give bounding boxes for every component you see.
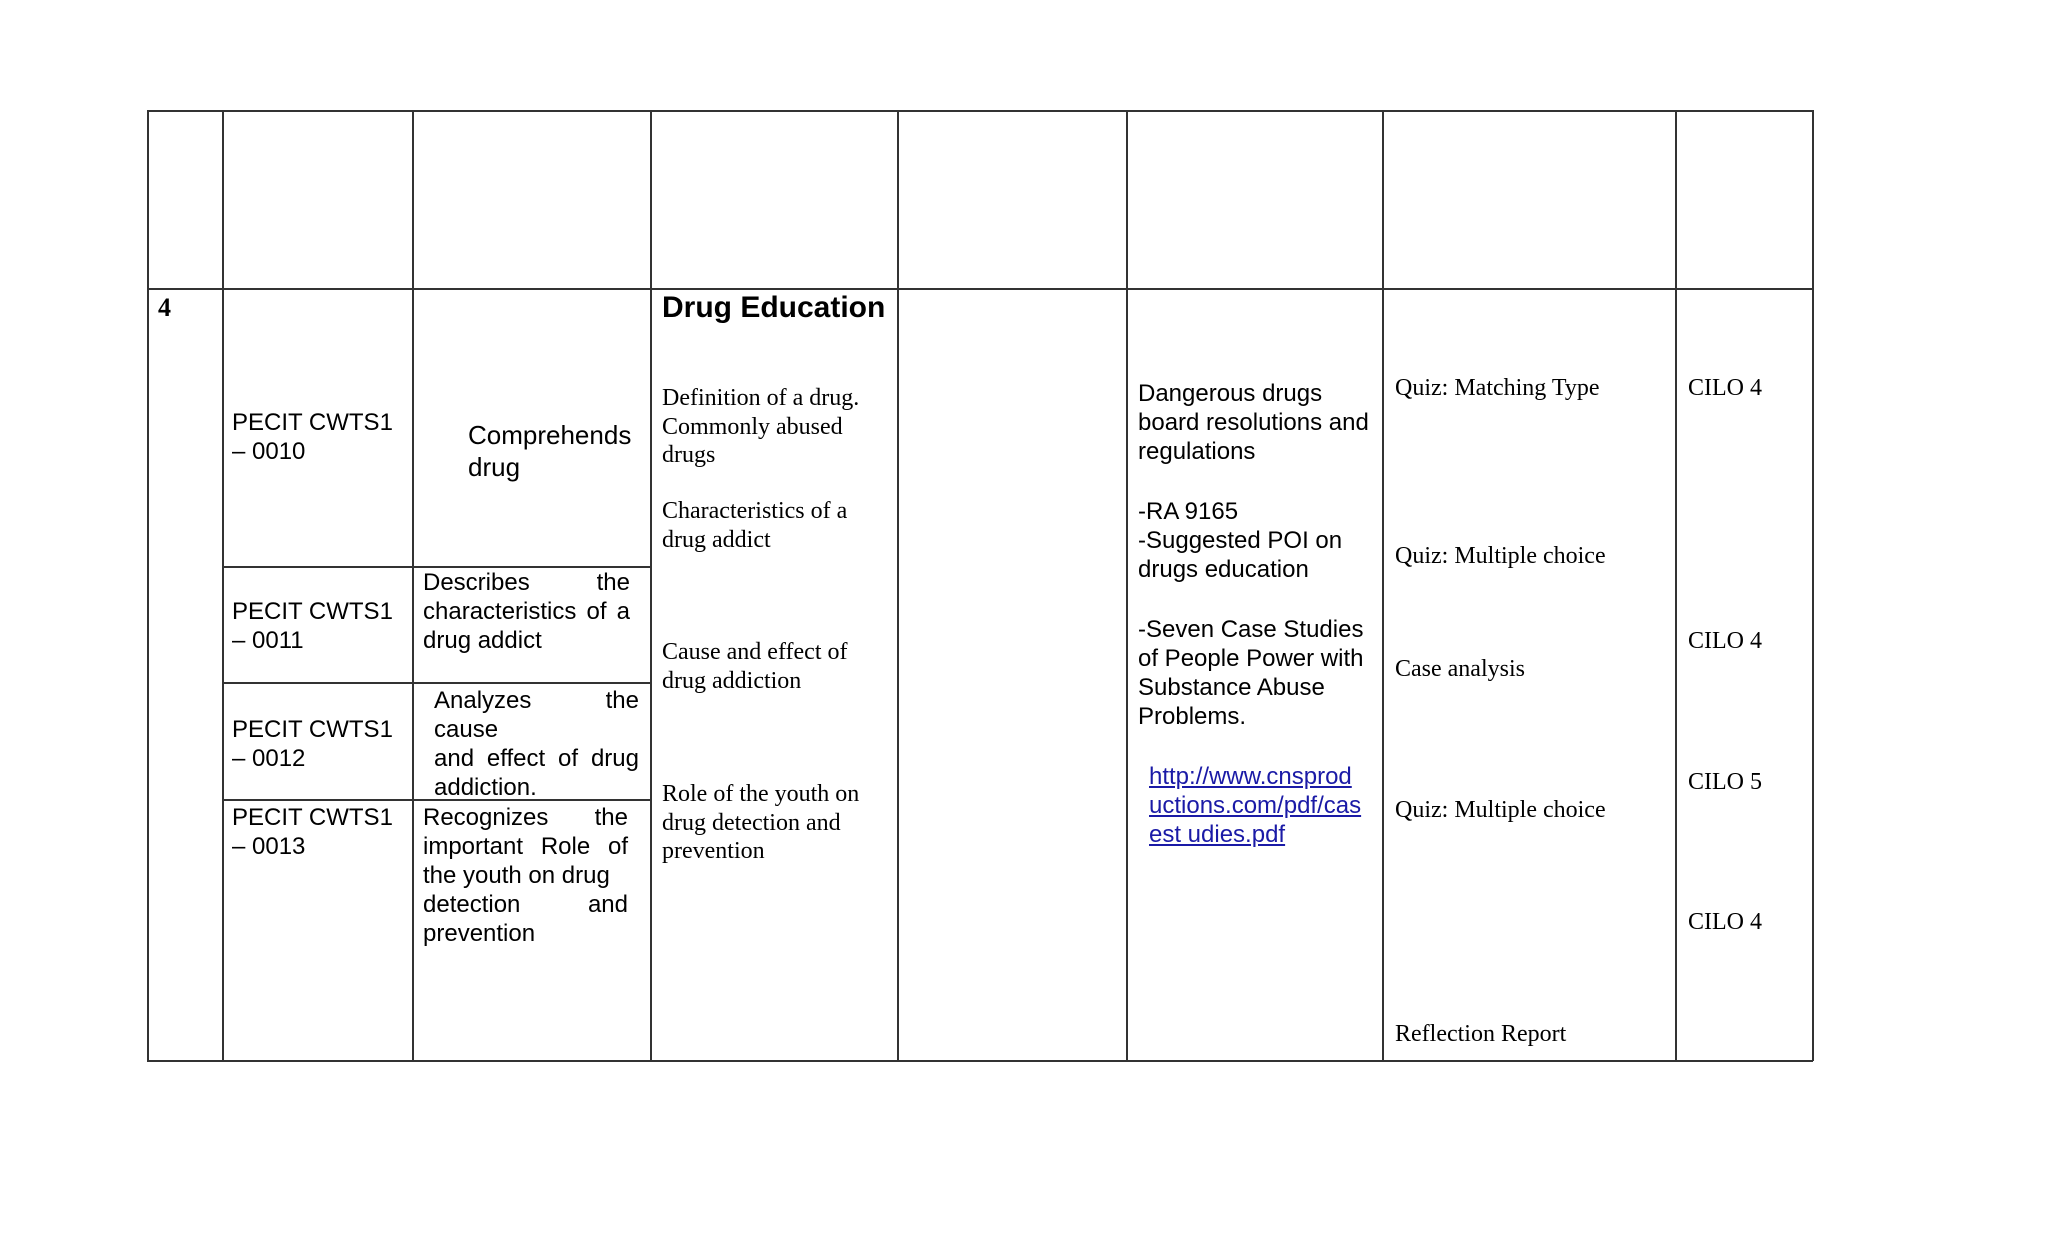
table-border-bottom: [147, 1060, 1813, 1062]
row-divider: [147, 288, 1813, 290]
outcome-code: PECIT CWTS1 – 0010: [232, 409, 393, 465]
learning-outcome: Comprehends drug: [468, 420, 632, 482]
column-divider: [650, 110, 652, 1061]
resource-link[interactable]: http://www.cnsprod uctions.com/pdf/cas est udies.pdf: [1149, 763, 1362, 848]
cilo-label: CILO 4: [1688, 909, 1762, 935]
cilo-label: CILO 5: [1688, 769, 1762, 795]
resource-text: -RA 9165 -Suggested POI on drugs education: [1138, 498, 1343, 583]
column-divider: [1126, 110, 1128, 1061]
column-divider: [897, 110, 899, 1061]
column-divider: [222, 110, 224, 1061]
assessment-item: Reflection Report: [1395, 1021, 1567, 1047]
assessment-item: Case analysis: [1395, 656, 1525, 682]
topic-item: Characteristics of a drug addict: [662, 498, 848, 553]
cilo-label: CILO 4: [1688, 375, 1762, 401]
table-border-top: [147, 110, 1813, 112]
table-border-right: [1812, 110, 1814, 1061]
topic-heading: Drug Education: [662, 291, 886, 324]
cilo-label: CILO 4: [1688, 628, 1762, 654]
week-number: 4: [158, 293, 171, 322]
subrow-divider: [222, 682, 651, 684]
resource-text: -Seven Case Studies of People Power with Substance Abuse Problems.: [1138, 616, 1364, 730]
learning-outcome: Recognizes the important Role of the youth on drug detection and prevention: [423, 804, 628, 947]
assessment-item: Quiz: Multiple choice: [1395, 543, 1606, 569]
resource-text: Dangerous drugs board resolutions and regulations: [1138, 380, 1369, 465]
column-divider: [1675, 110, 1677, 1061]
topic-item: Cause and effect of drug addiction: [662, 639, 848, 694]
topic-item: Definition of a drug. Commonly abused drugs: [662, 385, 860, 468]
learning-outcome: Analyzes the cause and effect of drug addiction.: [434, 687, 639, 801]
outcome-code: PECIT CWTS1 – 0011: [232, 598, 393, 654]
column-divider: [412, 110, 414, 1061]
assessment-item: Quiz: Matching Type: [1395, 375, 1600, 401]
topic-item: Role of the youth on drug detection and prevention: [662, 781, 860, 864]
column-divider: [1382, 110, 1384, 1061]
outcome-code: PECIT CWTS1 – 0012: [232, 716, 393, 772]
outcome-code: PECIT CWTS1 – 0013: [232, 804, 393, 860]
column-divider: [147, 110, 149, 1061]
assessment-item: Quiz: Multiple choice: [1395, 797, 1606, 823]
learning-outcome: Describes the characteristics of a drug addict: [423, 569, 630, 654]
